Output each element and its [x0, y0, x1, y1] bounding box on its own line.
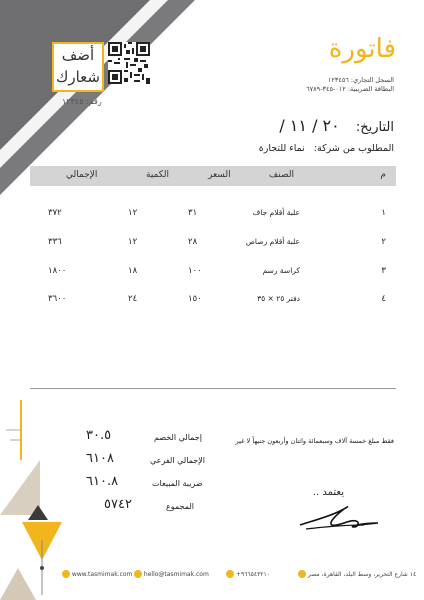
row-qty: ١٢ [128, 208, 138, 218]
row-price: ٢٨ [188, 237, 198, 247]
invoice-number: رقم: ١٢٣٤٥ [62, 97, 102, 106]
table-row [30, 206, 396, 226]
tax-label: ضريبة المبيعات [152, 479, 203, 488]
decorative-shapes-icon [0, 390, 80, 600]
header-total: الإجمالي [66, 170, 98, 180]
row-item: كراسة رسم [262, 266, 300, 275]
table-row [30, 264, 396, 284]
logo-line-1: أضف [61, 46, 95, 64]
row-price: ١٠٠ [188, 266, 202, 276]
row-total: ١٨٠٠ [48, 266, 67, 276]
row-m: ٣ [381, 266, 386, 276]
row-m: ٤ [381, 294, 386, 304]
tax-value: ٦١٠.٨ [86, 474, 119, 489]
date-value: ٢٠ / ١١ / [279, 116, 340, 135]
subtotal-label: الإجمالي الفرعي [150, 456, 206, 465]
table-header [30, 166, 396, 186]
total-label: المجموع [166, 502, 194, 511]
row-total: ٣٣٦ [48, 237, 62, 247]
header-m: م [380, 170, 386, 180]
location-icon [298, 570, 306, 578]
requested-from-row [259, 143, 394, 154]
date-row [279, 116, 394, 135]
discount-label: إجمالي الخصم [154, 433, 202, 442]
header-price: السعر [208, 170, 231, 180]
logo-placeholder [52, 42, 104, 92]
row-item: علبة أقلام جاف [252, 208, 300, 217]
footer-address: ١٤ شارع التحرير، وسط البلد، القاهرة، مصر [298, 570, 416, 578]
table-row [30, 292, 396, 312]
header-qty: الكمية [146, 170, 169, 180]
summary-divider [30, 388, 396, 389]
table-row [30, 235, 396, 255]
globe-icon [62, 570, 70, 578]
qr-code-icon [108, 42, 150, 84]
subtotal-value: ٦١٠٨ [86, 451, 114, 466]
approved-label: يعتمد .. [312, 487, 344, 498]
footer-phone: +٩٦٦٥٤٣٢١٠ [226, 570, 270, 578]
registry-info [306, 76, 394, 93]
row-m: ١ [381, 208, 386, 218]
row-m: ٢ [381, 237, 386, 247]
commercial-registry: السجل التجاري: ١٢٣٤٥٦ [327, 76, 394, 84]
tax-card: البطاقة الضريبية: ٠١٢-٣٤٥-٦٧٨٩ [306, 84, 394, 93]
row-price: ٣١ [188, 208, 198, 218]
amount-in-words: فقط مبلغ خمسة آلاف وسبعمائة واثنان وأربعون جنيهاً لا غير [235, 437, 394, 445]
row-price: ١٥٠ [188, 294, 202, 304]
email-icon [134, 570, 142, 578]
row-item: علبة أقلام رصاص [245, 237, 300, 246]
page-title: فاتورة [328, 34, 396, 64]
footer [62, 570, 417, 582]
total-value: ٥٧٤٢ [104, 497, 132, 512]
row-qty: ١٨ [128, 266, 138, 276]
row-qty: ١٢ [128, 237, 138, 247]
requested-label: المطلوب من شركة: [313, 143, 394, 154]
footer-website: www.tasmimak.com [62, 570, 132, 578]
header-item: الصنف [268, 170, 294, 180]
logo-line-2: شعارك [56, 68, 100, 86]
phone-icon [226, 570, 234, 578]
row-item: دفتر ٢٥ × ٣٥ [257, 294, 300, 303]
discount-value: ٣٠.٥ [86, 428, 112, 443]
date-label: التاريخ: [355, 120, 394, 135]
row-qty: ٢٤ [128, 294, 138, 304]
row-total: ٣٧٢ [48, 208, 62, 218]
footer-email: hello@tasmimak.com [134, 570, 209, 578]
requested-company: نماء للتجارة [258, 143, 305, 154]
signature-icon [298, 503, 380, 533]
row-total: ٣٦٠٠ [48, 294, 67, 304]
